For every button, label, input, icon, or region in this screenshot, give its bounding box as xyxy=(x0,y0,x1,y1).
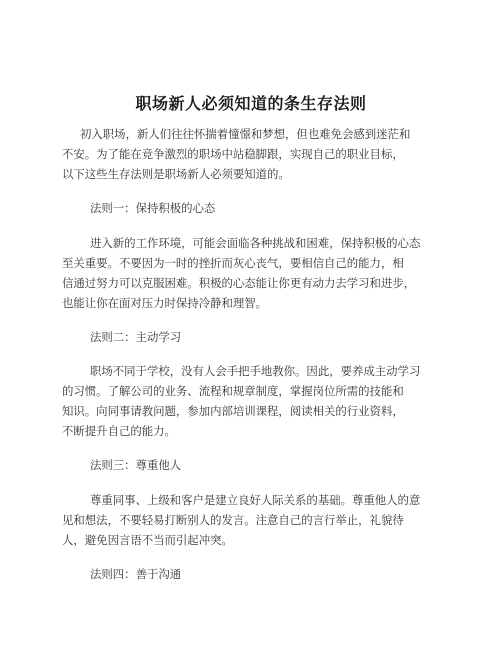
section-heading: 法则一：保持积极的心态 xyxy=(90,201,216,215)
section-line: 尊重同事、上级和客户是建立良好人际关系的基础。尊重他人的意 xyxy=(90,493,421,507)
intro-line: 不安。为了能在竞争激烈的职场中站稳脚跟，实现自己的职业目标， xyxy=(62,147,404,161)
section-line: 进入新的工作环境，可能会面临各种挑战和困难，保持积极的心态 xyxy=(90,236,421,250)
section-heading: 法则三：尊重他人 xyxy=(90,458,182,472)
section-line: 也能让你在面对压力时保持冷静和理智。 xyxy=(62,296,268,310)
section-line: 知识。向同事请教问题，参加内部培训课程，阅读相关的行业资料， xyxy=(62,404,404,418)
section-line: 至关重要。不要因为一时的挫折而灰心丧气，要相信自己的能力，相 xyxy=(62,256,404,270)
section-heading: 法则四：善于沟通 xyxy=(90,567,182,581)
section-line: 的习惯。了解公司的业务、流程和规章制度，掌握岗位所需的技能和 xyxy=(62,384,404,398)
section-line: 人，避免因言语不当而引起冲突。 xyxy=(62,533,233,547)
intro-line: 以下这些生存法则是职场新人必须要知道的。 xyxy=(62,167,290,181)
section-line: 信通过努力可以克服困难。积极的心态能让你更有动力去学习和进步， xyxy=(62,276,416,290)
section-line: 职场不同于学校，没有人会手把手地教你。因此，要养成主动学习 xyxy=(90,364,421,378)
section-line: 见和想法，不要轻易打断别人的发言。注意自己的言行举止，礼貌待 xyxy=(62,513,404,527)
intro-line: 初入职场，新人们往往怀揣着憧憬和梦想，但也难免会感到迷茫和 xyxy=(80,127,411,141)
section-line: 不断提升自己的能力。 xyxy=(62,424,176,438)
document-title: 职场新人必须知道的条生存法则 xyxy=(135,94,367,113)
section-heading: 法则二：主动学习 xyxy=(90,330,182,344)
